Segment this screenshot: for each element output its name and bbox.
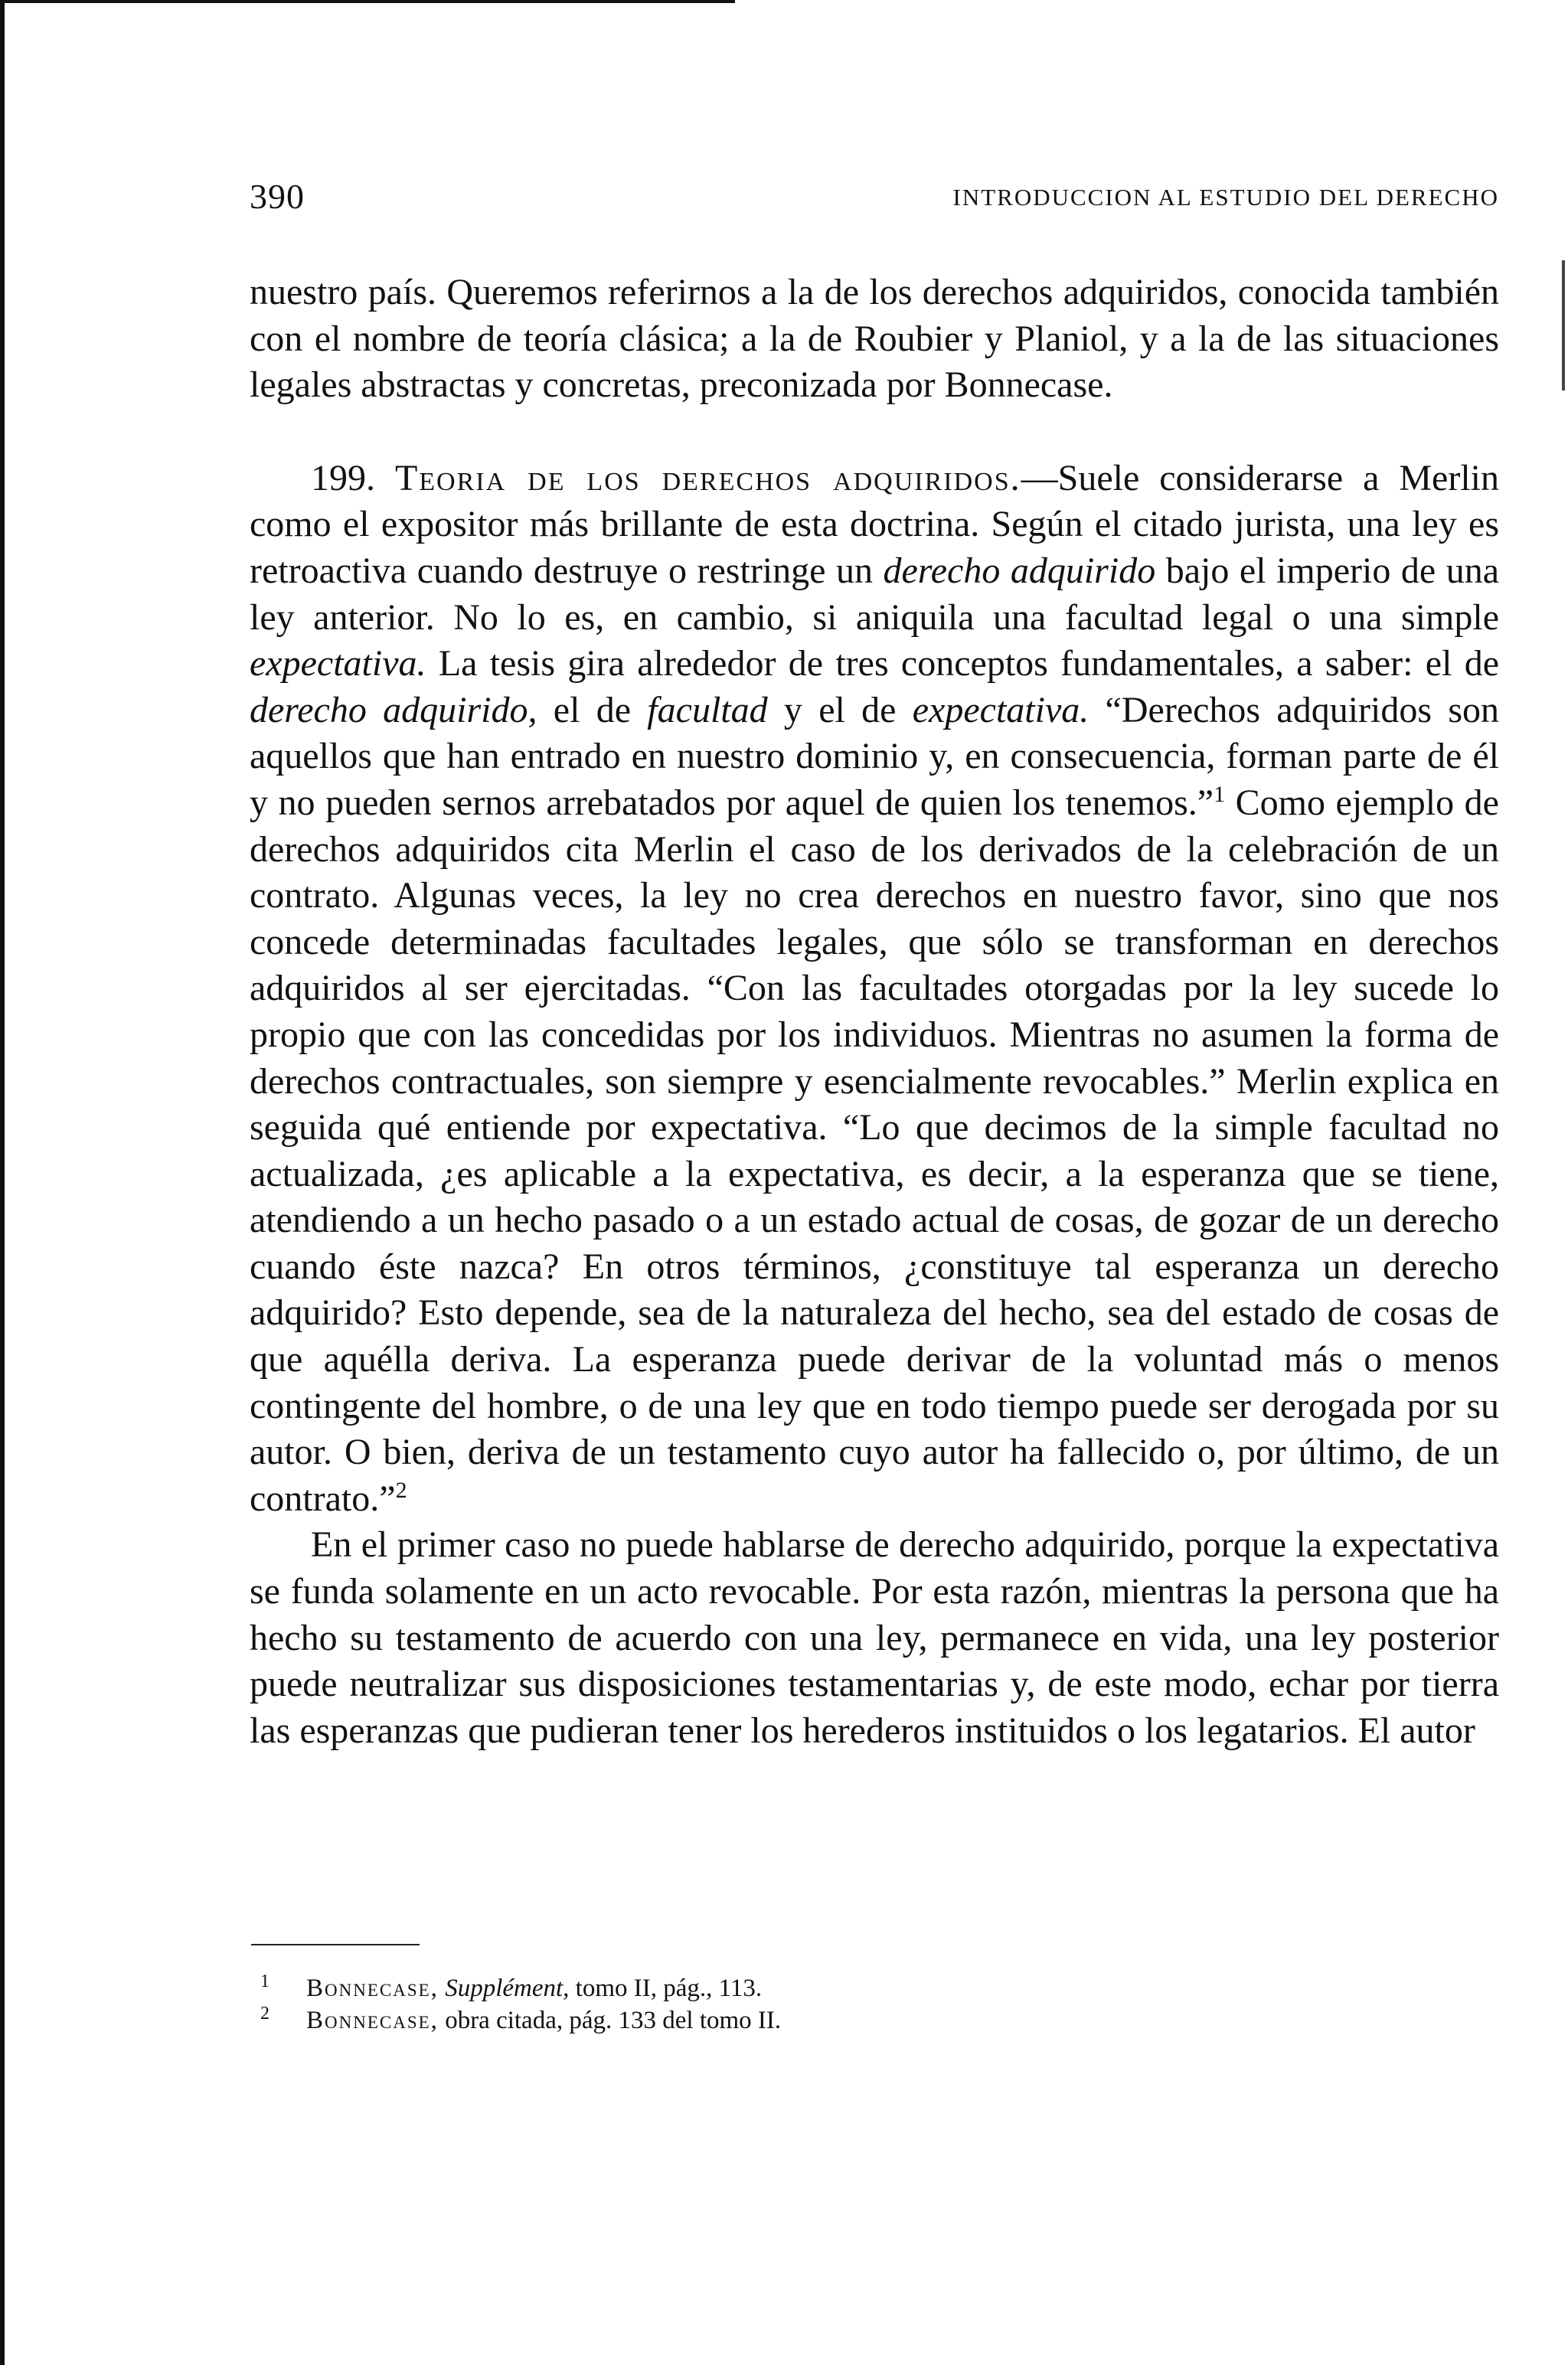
italic-term: derecho adquirido, [250,689,537,730]
italic-term: derecho adquirido [883,550,1156,591]
text-run: —Suele considerarse a Merlin como el expositor más brillante de esta doctrina. Según el citado jurista, una ley es retroactiva cuando destruye o restringe un [250,457,1499,591]
italic-term: facultad [647,689,768,730]
footnote-2: 2 Bonnecase, obra citada, pág. 133 del tomo II. [260,2004,782,2034]
scan-border-top [0,0,735,3]
text-run: Como ejemplo de derechos adquiridos cita Merlin el caso de los derivados de la celebración de un contrato. Algunas veces, la ley no crea derechos en nuestro favor, sino que nos concede determinadas facultades legales, que sólo se transforman en derechos adquiridos al ser ejercitadas. “Con las facultades otorgadas por la ley sucede lo propio que con las concedidas por los individuos. Mientras no asumen la forma de derechos contractuales, son siempre y esencialmente revocables.” Merlin explica en seguida qué entiende por expectativa. “Lo que decimos de la simple facultad no actualizada, ¿es aplicable a la expectativa, es decir, a la esperanza que se tiene, atendiendo a un hecho pasado o a un estado actual de cosas, de gozar de un derecho cuando éste nazca? En otros términos, ¿constituye tal esperanza un derecho adquirido? Esto depende, sea de la naturaleza del hecho, sea del estado de cosas de que aquélla deriva. La esperanza puede derivar de la voluntad más o menos contingente del hombre, o de una ley que en todo tiempo puede ser derogada por su autor. O bien, deriva de un testamento cuyo autor ha fallecido o, por último, de un contrato.” [250,782,1499,1519]
text-run: La tesis gira alrededor de tres conceptos fundamentales, a saber: el de [426,643,1499,684]
italic-term: expectativa. [912,689,1089,730]
footnote-text: tomo II, pág., 113. [569,1975,763,2002]
footnote-ref-2[interactable]: 2 [395,1477,407,1503]
paragraph-continuation: nuestro país. Queremos referirnos a la de los derechos adquiridos, conocida también con el nombre de teoría clásica; a la de Roubier y Planiol, y a la de las situaciones legales abstractas y concretas, preconizada por Bonnecase. [250,272,1499,406]
paragraph-section-199 [250,456,1499,1523]
text-run: bajo el imperio de una ley anterior. No lo es, en cambio, si aniquila una facultad legal o una simple [250,550,1500,638]
text-run: el de [537,689,648,730]
section-heading: Teoria de los derechos adquiridos. [394,457,1021,498]
scan-border-left [0,0,5,2365]
footnote-1: 1 Bonnecase, Supplément, tomo II, pág., 113. [260,1971,763,2002]
page-body [250,269,1499,1754]
footnote-separator [251,1944,420,1945]
page-number: 390 [250,177,305,216]
text-run: y el de [767,689,913,730]
text-run: “Derechos adquiridos son aquellos que han entrado en nuestro dominio y, en consecuencia, forman parte de él y no pueden sernos arrebatados por aquel de quien los tenemos.” [250,689,1500,823]
paragraph-body: En el primer caso no puede hablarse de derecho adquirido, porque la expectativa se funda solamente en un acto revocable. Por esta razón, mientras la persona que ha hecho su testamento de acuerdo con una ley, permanece en vida, una ley posterior puede neutralizar sus disposiciones testamentarias y, de este modo, echar por tierra las esperanzas que pudieran tener los herederos instituidos o los legatarios. El autor [250,1524,1499,1751]
footnote-author: Bonnecase, [306,1975,439,2002]
italic-term: expectativa. [250,643,426,684]
page-header [250,168,1499,222]
footnote-text: obra citada, pág. 133 del tomo II. [438,2007,782,2034]
section-number: 199. [311,457,375,498]
footnote-ref-1[interactable]: 1 [1214,781,1226,807]
footnote-author: Bonnecase, [306,2007,439,2034]
footnotes [260,1972,1332,2037]
running-head: INTRODUCCION AL ESTUDIO DEL DERECHO [952,184,1499,211]
scan-mark-right [1562,260,1565,390]
footnote-work: Supplément, [445,1975,570,2002]
